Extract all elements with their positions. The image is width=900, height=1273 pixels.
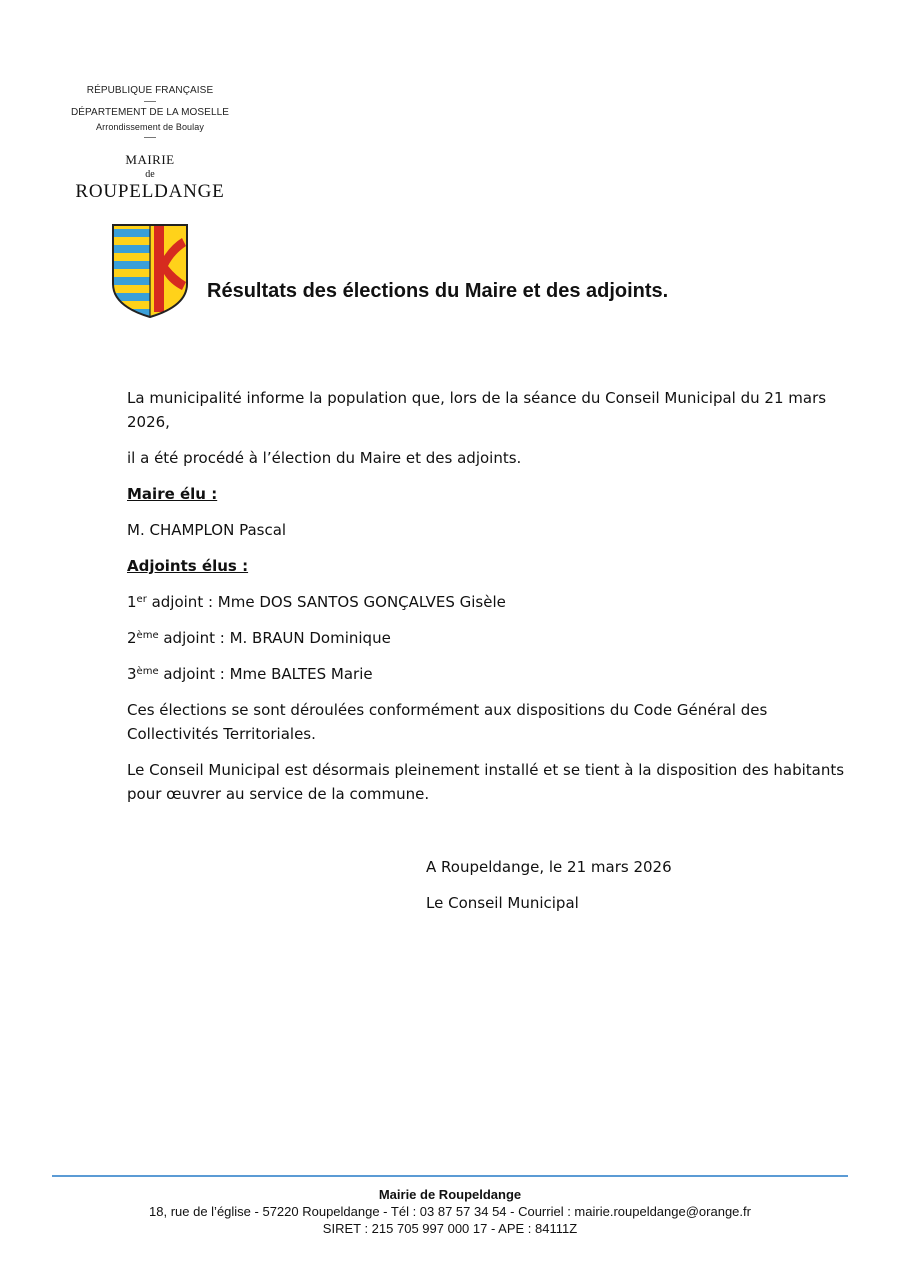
announcement-body bbox=[127, 386, 852, 818]
deputy-item: 2ème adjoint : M. BRAUN Dominique bbox=[127, 629, 391, 647]
place-date: A Roupeldange, le 21 mars 2026 bbox=[426, 858, 672, 876]
intro-paragraph-1: La municipalité informe la population que, lors de la séance du Conseil Municipal du 21 mars 2026, bbox=[127, 389, 827, 431]
divider bbox=[144, 137, 156, 138]
town-name: ROUPELDANGE bbox=[75, 181, 225, 202]
arrondissement-label: Arrondissement de Boulay bbox=[96, 122, 204, 132]
closing-paragraph-2: Le Conseil Municipal est désormais pleinement installé et se tient à la disposition des habitants pour œuvrer au service de la commune. bbox=[127, 761, 845, 803]
signature-block bbox=[426, 855, 672, 927]
deputy-item: 3ème adjoint : Mme BALTES Marie bbox=[127, 665, 373, 683]
coat-of-arms-icon bbox=[110, 222, 190, 320]
letterhead bbox=[60, 84, 240, 203]
page-title: Résultats des élections du Maire et des adjoints. bbox=[207, 280, 669, 302]
deputy-item: 1er adjoint : Mme DOS SANTOS GONÇALVES Gisèle bbox=[127, 593, 506, 611]
footer-mairie-name: Mairie de Roupeldange bbox=[378, 1187, 522, 1202]
closing-paragraph-1: Ces élections se sont déroulées conformément aux dispositions du Code Général des Collectivités Territoriales. bbox=[127, 701, 768, 743]
divider bbox=[144, 101, 156, 102]
footer-address: 18, rue de l’église - 57220 Roupeldange - Tél : 03 87 57 34 54 - Courriel : mairie.roupeldange@orange.fr bbox=[149, 1204, 751, 1219]
footer bbox=[0, 1186, 900, 1237]
mayor-heading: Maire élu : bbox=[127, 485, 218, 503]
footer-siret: SIRET : 215 705 997 000 17 - APE : 84111Z bbox=[322, 1221, 578, 1236]
deputies-heading: Adjoints élus : bbox=[127, 557, 249, 575]
signatory: Le Conseil Municipal bbox=[426, 894, 579, 912]
intro-paragraph-2: il a été procédé à l’élection du Maire et des adjoints. bbox=[127, 449, 522, 467]
mairie-label: MAIRIE bbox=[125, 152, 175, 167]
mairie-de-label: de bbox=[145, 169, 155, 180]
department-label: DÉPARTEMENT DE LA MOSELLE bbox=[70, 107, 230, 118]
republic-label: RÉPUBLIQUE FRANÇAISE bbox=[86, 85, 214, 96]
mayor-name: M. CHAMPLON Pascal bbox=[127, 521, 287, 539]
footer-rule bbox=[52, 1175, 848, 1177]
